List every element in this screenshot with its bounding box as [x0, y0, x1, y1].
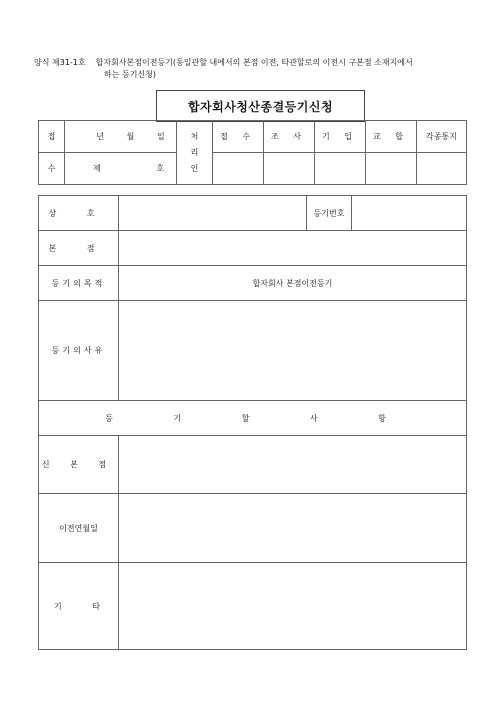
col-entry: 기 입	[315, 121, 366, 153]
trade-name-label: 상 호	[39, 196, 119, 231]
other-field[interactable]	[119, 563, 467, 650]
application-form-table	[38, 195, 467, 650]
cause-label: 등기의사유	[39, 301, 119, 401]
form-description: 합자회사본점이전등기(동일관할 내에서의 본점 이전, 타관할로의 이전시 구본점 소재지에서	[95, 58, 413, 67]
receipt-date-field[interactable]	[65, 121, 177, 153]
month-label: 월	[126, 132, 135, 141]
new-office-label: 신 본 점	[39, 436, 119, 494]
reception-stamp-cell[interactable]	[213, 153, 264, 185]
ho-label: 호	[156, 164, 164, 173]
form-description-cont: 하는 등기신청)	[104, 70, 157, 79]
move-date-label: 이전연월일	[39, 494, 119, 563]
notifications-stamp-cell[interactable]	[417, 153, 467, 185]
receipt-table	[38, 120, 467, 185]
col-investigation: 조 사	[264, 121, 315, 153]
col-check: 교 합	[366, 121, 417, 153]
receipt-number-field[interactable]	[65, 153, 177, 185]
check-stamp-cell[interactable]	[366, 153, 417, 185]
move-date-field[interactable]	[119, 494, 467, 563]
col-notifications: 각종통지	[417, 121, 467, 153]
head-office-label: 본 점	[39, 231, 119, 266]
processing-label: 처 리 인	[177, 121, 213, 185]
day-label: 일	[156, 132, 165, 141]
purpose-value: 합자회사 본점이전등기	[119, 266, 467, 301]
entry-stamp-cell[interactable]	[315, 153, 366, 185]
year-label: 년	[96, 132, 105, 141]
trade-name-field[interactable]	[119, 196, 307, 231]
receipt-label-jeop: 접	[39, 121, 65, 153]
reg-number-field[interactable]	[352, 196, 467, 231]
form-code: 양식 제31-1호	[34, 58, 86, 67]
other-label: 기 타	[39, 563, 119, 650]
section-header: 등 기 할 사 항	[39, 401, 467, 436]
head-office-field[interactable]	[119, 231, 467, 266]
col-reception: 접 수	[213, 121, 264, 153]
purpose-label: 등기의목적	[39, 266, 119, 301]
form-title: 합자회사청산종결등기신청	[156, 90, 365, 122]
je-label: 제	[93, 164, 101, 173]
form-header	[34, 57, 474, 81]
cause-field[interactable]	[119, 301, 467, 401]
receipt-label-su: 수	[39, 153, 65, 185]
investigation-stamp-cell[interactable]	[264, 153, 315, 185]
reg-number-label: 등기번호	[307, 196, 352, 231]
new-office-field[interactable]	[119, 436, 467, 494]
